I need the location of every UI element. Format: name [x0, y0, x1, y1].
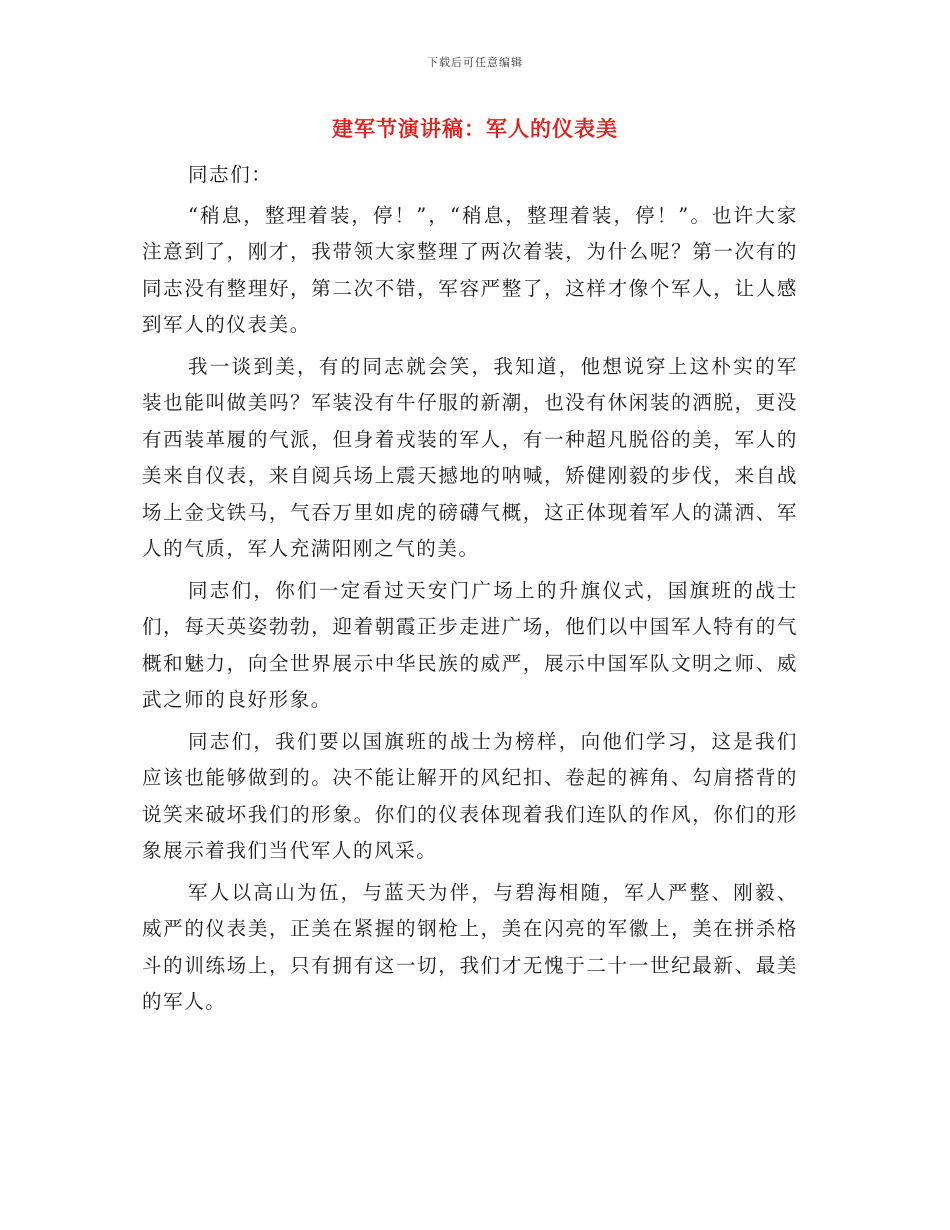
body-paragraph-4: 同志们，我们要以国旗班的战士为榜样，向他们学习，这是我们应该也能够做到的。决不能让解开的风纪扣、卷起的裤角、勾肩搭背的说笑来破坏我们的形象。你们的仪表体现着我们连队的作风，你们的形象展示着我们当代军人的风采。 [142, 729, 798, 862]
document-body [142, 157, 798, 1026]
greeting-paragraph: 同志们： [188, 163, 273, 186]
body-paragraph-1: “稍息，整理着装，停！”，“稍息，整理着装，停！”。也许大家注意到了，刚才，我带领大家整理了两次着装，为什么呢？第一次有的同志没有整理好，第二次不错，军容严整了，这样才像个军人，让人感到军人的仪表美。 [142, 203, 798, 336]
document-title: 建军节演讲稿：军人的仪表美 [332, 117, 618, 141]
page-header-note: 下载后可任意编辑 [427, 56, 523, 69]
body-paragraph-5: 军人以高山为伍，与蓝天为伴，与碧海相随，军人严整、刚毅、威严的仪表美，正美在紧握的钢枪上，美在闪亮的军徽上，美在拼杀格斗的训练场上，只有拥有这一切，我们才无愧于二十一世纪最新、最美的军人。 [142, 880, 798, 1013]
body-paragraph-2: 我一谈到美，有的同志就会笑，我知道，他想说穿上这朴实的军装也能叫做美吗？军装没有牛仔服的新潮，也没有休闲装的洒脱，更没有西装革履的气派，但身着戎装的军人，有一种超凡脱俗的美，军人的美来自仪表，来自阅兵场上震天撼地的呐喊，矫健刚毅的步伐，来自战场上金戈铁马，气吞万里如虎的磅礴气概，这正体现着军人的潇洒、军人的气质，军人充满阳刚之气的美。 [142, 354, 798, 560]
body-paragraph-3: 同志们，你们一定看过天安门广场上的升旗仪式，国旗班的战士们，每天英姿勃勃，迎着朝霞正步走进广场，他们以中国军人特有的气概和魅力，向全世界展示中华民族的威严，展示中国军队文明之师、威武之师的良好形象。 [142, 578, 798, 711]
